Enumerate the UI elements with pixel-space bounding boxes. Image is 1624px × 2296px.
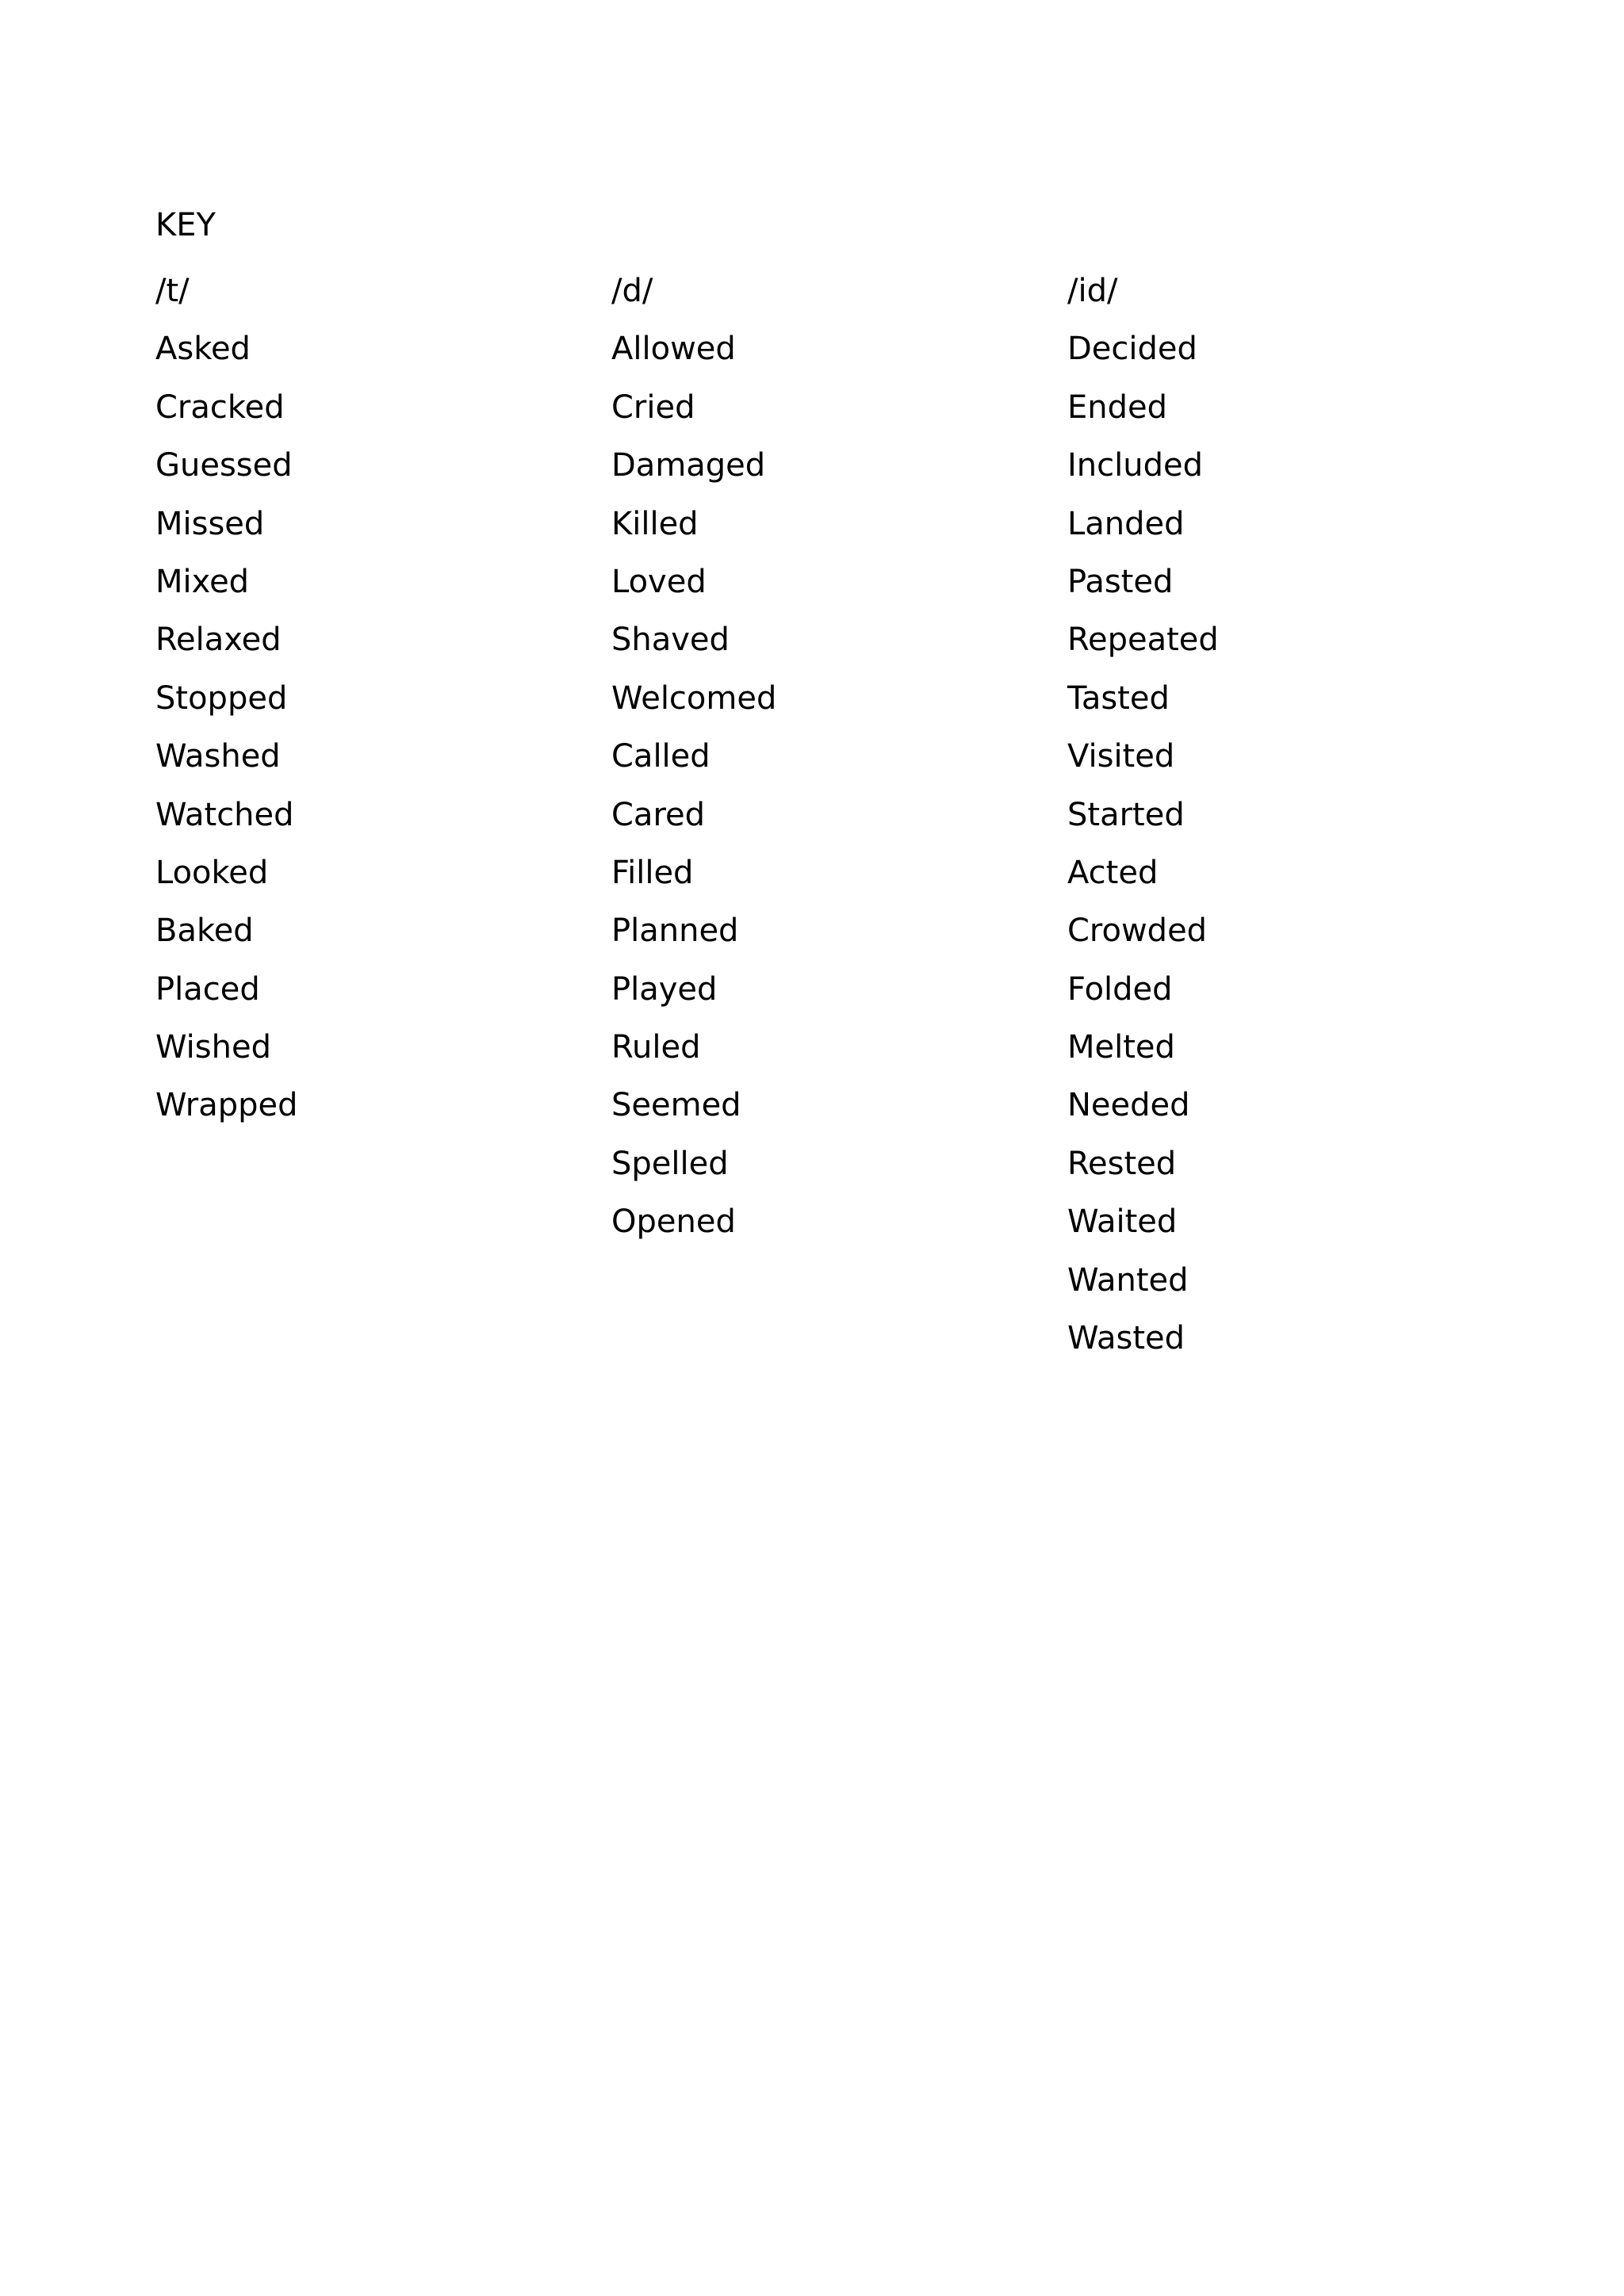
column-header-d: /d/	[611, 273, 653, 309]
column-t	[155, 262, 552, 1135]
word-wished: Wished	[155, 1029, 271, 1066]
word-cried: Cried	[611, 388, 695, 426]
word-rested: Rested	[1067, 1145, 1177, 1182]
word-planned: Planned	[611, 913, 739, 950]
word-placed: Placed	[155, 970, 260, 1008]
word-mixed: Mixed	[155, 563, 250, 600]
word-welcomed: Welcomed	[611, 679, 777, 717]
word-killed: Killed	[611, 505, 699, 542]
key-heading: KEY	[155, 207, 216, 243]
word-folded: Folded	[1067, 970, 1173, 1008]
word-looked: Looked	[155, 854, 269, 891]
word-baked: Baked	[155, 913, 254, 950]
word-missed: Missed	[155, 505, 265, 542]
word-decided: Decided	[1067, 331, 1197, 368]
word-relaxed: Relaxed	[155, 622, 282, 659]
word-opened: Opened	[611, 1203, 736, 1241]
word-started: Started	[1067, 796, 1185, 833]
word-needed: Needed	[1067, 1087, 1190, 1124]
word-cared: Cared	[611, 796, 706, 833]
word-stopped: Stopped	[155, 679, 288, 717]
word-played: Played	[611, 970, 718, 1008]
word-repeated: Repeated	[1067, 622, 1219, 659]
word-seemed: Seemed	[611, 1087, 741, 1124]
word-visited: Visited	[1067, 738, 1175, 775]
word-wrapped: Wrapped	[155, 1087, 298, 1124]
word-allowed: Allowed	[611, 331, 736, 368]
word-ended: Ended	[1067, 388, 1168, 426]
word-crowded: Crowded	[1067, 913, 1208, 950]
column-header-t: /t/	[155, 273, 190, 309]
word-filled: Filled	[611, 854, 694, 891]
word-loved: Loved	[611, 563, 707, 600]
word-cracked: Cracked	[155, 388, 285, 426]
word-included: Included	[1067, 447, 1203, 484]
word-wasted: Wasted	[1067, 1320, 1185, 1357]
word-spelled: Spelled	[611, 1145, 729, 1182]
word-landed: Landed	[1067, 505, 1185, 542]
word-wanted: Wanted	[1067, 1261, 1189, 1299]
word-ruled: Ruled	[611, 1029, 701, 1066]
column-id	[1067, 262, 1464, 1368]
word-washed: Washed	[155, 738, 281, 775]
word-watched: Watched	[155, 796, 294, 833]
word-tasted: Tasted	[1067, 679, 1170, 717]
column-d	[611, 262, 1008, 1252]
word-acted: Acted	[1067, 854, 1159, 891]
word-asked: Asked	[155, 331, 251, 368]
word-called: Called	[611, 738, 710, 775]
word-melted: Melted	[1067, 1029, 1175, 1066]
word-guessed: Guessed	[155, 447, 293, 484]
column-header-id: /id/	[1067, 273, 1118, 309]
word-damaged: Damaged	[611, 447, 766, 484]
word-waited: Waited	[1067, 1203, 1178, 1241]
word-pasted: Pasted	[1067, 563, 1174, 600]
word-shaved: Shaved	[611, 622, 730, 659]
